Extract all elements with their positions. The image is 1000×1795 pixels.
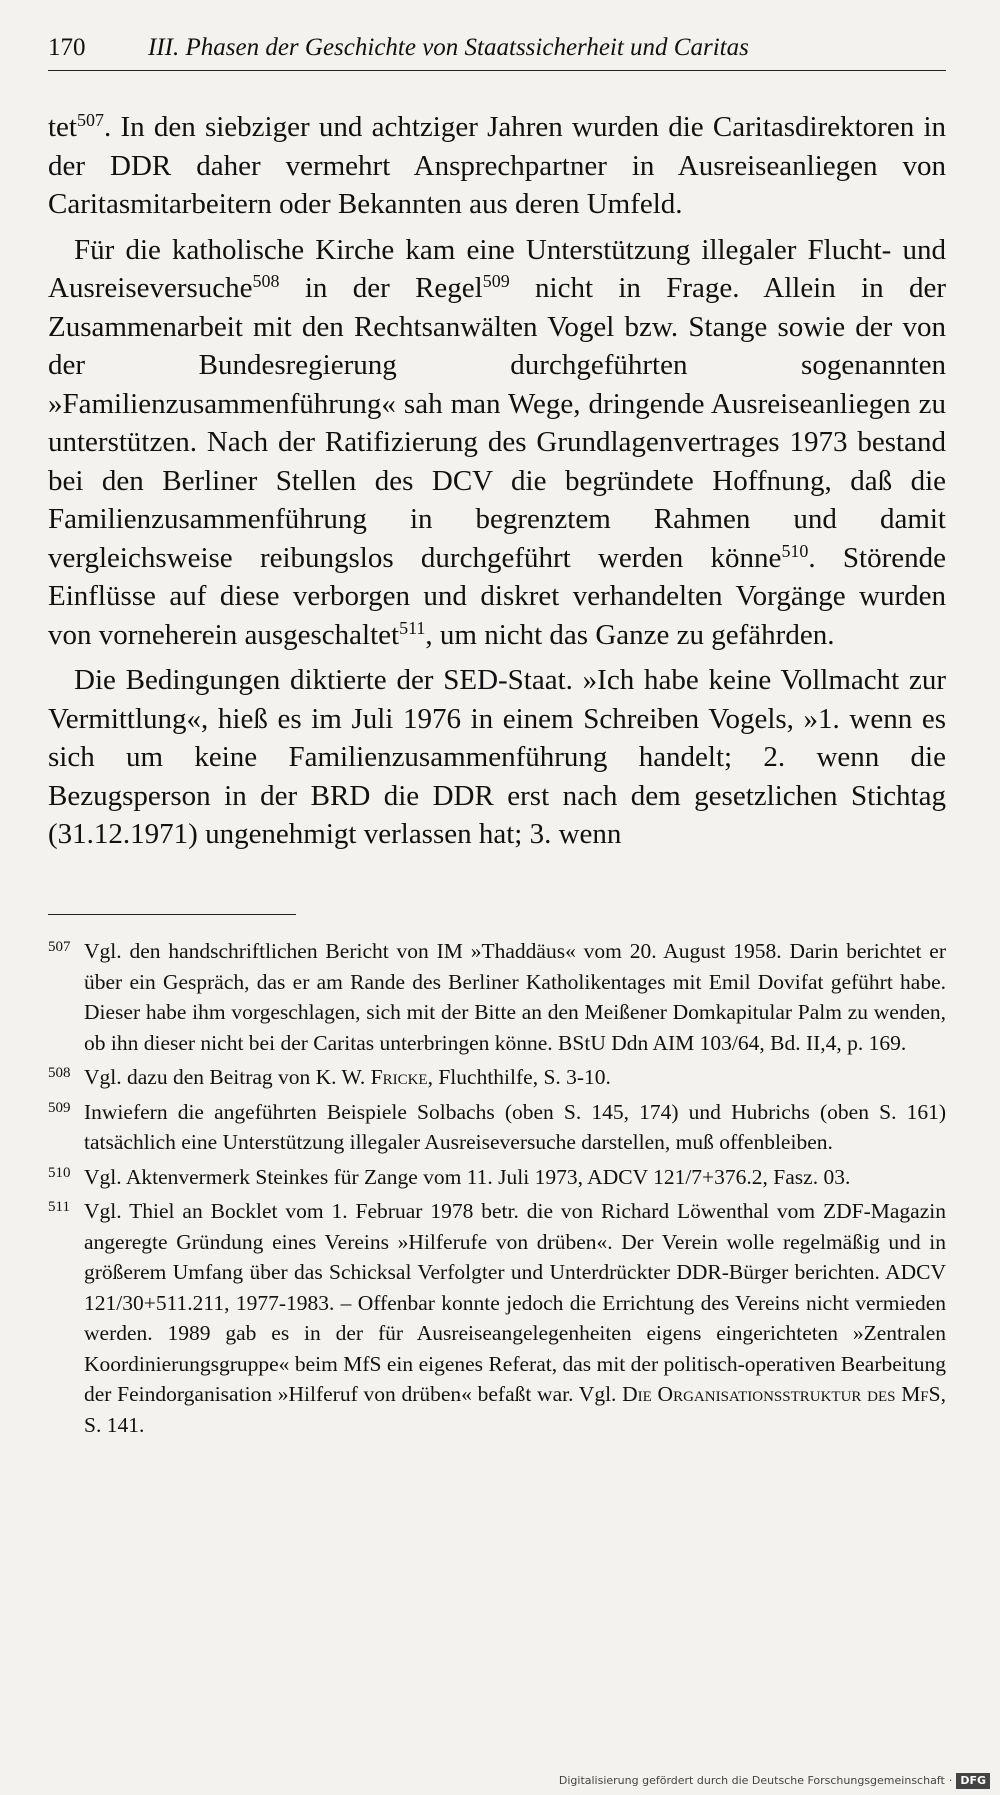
paragraph-2: Für die katholische Kirche kam eine Unterstützung illegaler Flucht- und Ausreiseversuche$^{508}$ in der Regel$^{509}$ nicht in Frage. Allein in der Zusammenarbeit mit den Rechtsanwälten Vogel bzw. Stange sowie der von der Bundesregierung durchgeführten sogenannten »Familienzusammenführung« sah man Wege, dringende Ausreiseanliegen zu unterstützen. Nach der Ratifizierung des Grundlagenvertrages 1973 bestand bei den Berliner Stellen des DCV die begründete Hoffnung, daß die Familienzusammenführung in begrenztem Rahmen und damit vergleichsweise reibungslos durchgeführt werden könne$^{510}$. Störende Einflüsse auf diese verborgen und diskret verhandelten Vorgänge wurden von vorneherein ausgeschaltet$^{511}$, um nicht das Ganze zu gefährden. xyxy=(48,233,947,651)
footnote-number: 508 xyxy=(48,1065,71,1081)
footnote-507: 507 Vgl. den handschriftlichen Bericht von IM »Thaddäus« vom 20. August 1958. Darin berichtet er über ein Gespräch, das er am Rande des Berliner Katholikentages mit Emil Dovifat geführt habe. Dieser habe ihm vorgeschlagen, sich mit der Bitte an den Meißener Domkapitular Palm zu wenden, ob ihn dieser nicht bei der Caritas unterbringen könne. BStU Ddn AIM 103/64, Bd. II,4, p. 169. xyxy=(48,936,946,1058)
footnote-ref-507[interactable]: 507 xyxy=(77,110,104,131)
dfg-logo-icon: DFG xyxy=(956,1773,990,1789)
footnote-number: 507 xyxy=(48,939,71,955)
paragraph-1: tet$^{507}$. In den siebziger und achtziger Jahren wurden die Caritasdirektoren in der DDR daher vermehrt Ansprechpartner in Ausreiseanliegen von Caritasmitarbeitern oder Bekannten aus deren Umfeld. xyxy=(48,110,946,220)
footnote-number: 510 xyxy=(48,1164,71,1181)
footnote-number: 511 xyxy=(48,1199,70,1215)
author-name: Fricke xyxy=(370,1065,428,1089)
footnote-ref-511[interactable]: 511 xyxy=(399,617,426,638)
page-number: 170 xyxy=(48,34,86,61)
footnote-511: 511 Vgl. Thiel an Bocklet vom 1. Februar 1978 betr. die von Richard Löwenthal vom ZDF-Magazin angeregte Gründung eines Vereins »Hilferufe von drüben«. Der Verein wolle regelmäßig und in größerem Umfang über das Schicksal Verfolgter und Unterdrückter DDR-Bürger berichten. ADCV 121/30+511.211, 1977-1983. – Offenbar konnte jedoch die Errichtung des Vereins nicht vermieden werden. 1989 gab es in der für Ausreiseangelegenheiten eigens eingerichteten »Zentralen Koordinierungsgruppe« beim MfS ein eigenes Referat, das mit der politisch-operativen Bearbeitung der Feindorganisation »Hilferuf von drüben« befaßt war. Vgl. Die Organisationsstruktur des MfS, S. 141. xyxy=(48,1196,946,1440)
footnote-508: 508 Vgl. dazu den Beitrag von K. W. Fricke, Fluchthilfe, S. 3-10. xyxy=(48,1062,946,1093)
footnote-ref-510[interactable]: 510 xyxy=(781,540,809,561)
footnote-510: 510 Vgl. Aktenvermerk Steinkes für Zange vom 11. Juli 1973, ADCV 121/7+376.2, Fasz. 03. xyxy=(48,1162,946,1193)
header-rule xyxy=(48,70,946,71)
footnote-number: 509 xyxy=(48,1099,71,1116)
footnote-rule xyxy=(48,914,296,915)
source-title: Die Organisationsstruktur des MfS xyxy=(622,1382,941,1406)
running-header xyxy=(48,28,946,68)
footnote-ref-509[interactable]: 509 xyxy=(482,271,510,292)
running-title: III. Phasen der Geschichte von Staatssicherheit und Caritas xyxy=(148,34,749,61)
footnotes xyxy=(48,936,946,1444)
digitization-credit: Digitalisierung gefördert durch die Deutsche Forschungsgemeinschaft · DFG xyxy=(559,1771,990,1791)
main-text xyxy=(48,108,946,854)
paragraph-3: Die Bedingungen diktierte der SED-Staat. »Ich habe keine Vollmacht zur Vermittlung«, hieß es im Juli 1976 in einem Schreiben Vogels, »1. wenn es sich um keine Familienzusammenführung handelt; 2. wenn die Bezugsperson in der BRD die DDR erst nach dem gesetzlichen Stichtag (31.12.1971) ungenehmigt verlassen hat; 3. wenn xyxy=(48,664,946,850)
footnote-ref-508[interactable]: 508 xyxy=(252,271,280,292)
credit-text: Digitalisierung gefördert durch die Deutsche Forschungsgemeinschaft xyxy=(558,1774,945,1787)
footnote-509: 509 Inwiefern die angeführten Beispiele Solbachs (oben S. 145, 174) und Hubrichs (oben S. 161) tatsächlich eine Unterstützung illegaler Ausreiseversuche darstellen, muß offenbleiben. xyxy=(48,1097,946,1158)
